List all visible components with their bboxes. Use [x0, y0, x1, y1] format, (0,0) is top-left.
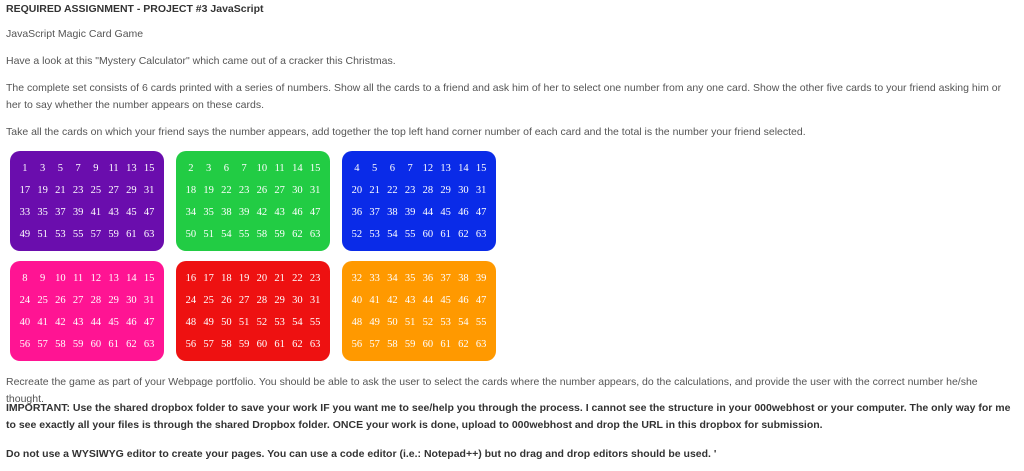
card-number: 53	[440, 316, 451, 328]
page-title: REQUIRED ASSIGNMENT - PROJECT #3 JavaScript	[6, 3, 264, 15]
card-number: 27	[274, 184, 285, 196]
card-number: 13	[440, 162, 451, 174]
card-number: 47	[475, 294, 487, 306]
card-number: 14	[458, 162, 469, 174]
card-number: 14	[126, 272, 137, 284]
card-number: 16	[185, 272, 197, 284]
card-number: 48	[351, 316, 363, 328]
card-number: 22	[292, 272, 303, 284]
card-number: 63	[143, 228, 155, 240]
card-number: 31	[475, 184, 487, 196]
card-number: 45	[108, 316, 119, 328]
card-number: 50	[387, 316, 398, 328]
card-number: 63	[143, 338, 155, 350]
card-number: 57	[90, 228, 102, 240]
card-number: 54	[292, 316, 303, 328]
card-number: 56	[19, 338, 31, 350]
card-number: 50	[185, 228, 197, 240]
card-number: 51	[404, 316, 416, 328]
card-number: 31	[143, 184, 155, 196]
card-number: 30	[292, 184, 303, 196]
card-number: 33	[369, 272, 380, 284]
card-number: 37	[55, 206, 66, 218]
card-number: 27	[72, 294, 84, 306]
card-number: 9	[93, 162, 99, 174]
card-number: 58	[221, 338, 232, 350]
card-number: 18	[221, 272, 232, 284]
card-number: 62	[292, 338, 303, 350]
card-number: 31	[309, 184, 321, 196]
card-number: 63	[309, 228, 321, 240]
card-number: 47	[309, 206, 321, 218]
card-number: 27	[238, 294, 250, 306]
card-number: 61	[274, 338, 285, 350]
card-number: 6	[223, 162, 229, 174]
magic-card-6	[342, 261, 496, 361]
instructions-paragraph: Take all the cards on which your friend says the number appears, add together the top left hand corner number of each card and the total is the number your friend selected.	[6, 126, 806, 138]
card-number: 52	[351, 228, 363, 240]
card-number: 15	[143, 272, 155, 284]
card-number: 29	[108, 294, 119, 306]
card-number: 44	[90, 316, 102, 328]
card-number: 53	[274, 316, 285, 328]
card-number: 45	[126, 206, 137, 218]
card-number: 35	[203, 206, 214, 218]
card-number: 26	[221, 294, 232, 306]
card-number: 8	[22, 272, 28, 284]
card-number: 62	[458, 228, 469, 240]
card-number: 47	[475, 206, 487, 218]
card-number: 39	[404, 206, 416, 218]
card-number: 42	[55, 316, 66, 328]
card-number: 6	[389, 162, 395, 174]
card-number: 22	[221, 184, 232, 196]
card-number: 1	[22, 162, 28, 174]
card-number: 14	[292, 162, 303, 174]
card-number: 49	[203, 316, 214, 328]
card-number: 19	[238, 272, 250, 284]
card-number: 28	[256, 294, 268, 306]
card-number: 36	[422, 272, 434, 284]
card-number: 48	[185, 316, 197, 328]
card-number: 12	[422, 162, 434, 174]
card-number: 33	[19, 206, 31, 218]
card-number: 24	[185, 294, 197, 306]
card-number: 63	[309, 338, 321, 350]
card-number: 37	[440, 272, 451, 284]
card-number: 15	[475, 162, 487, 174]
card-number: 53	[369, 228, 380, 240]
card-number: 51	[203, 228, 214, 240]
card-number: 53	[55, 228, 66, 240]
card-number: 58	[387, 338, 398, 350]
card-number: 11	[108, 162, 119, 174]
card-number: 5	[372, 162, 378, 174]
card-number: 44	[422, 206, 434, 218]
card-number: 55	[404, 228, 416, 240]
card-number: 59	[238, 338, 250, 350]
card-number: 59	[274, 228, 285, 240]
card-number: 26	[55, 294, 66, 306]
card-number: 37	[369, 206, 380, 218]
card-number: 62	[126, 338, 137, 350]
card-number: 39	[475, 272, 487, 284]
card-number: 10	[55, 272, 66, 284]
card-number: 46	[458, 206, 469, 218]
card-number: 49	[19, 228, 31, 240]
card-number: 27	[108, 184, 119, 196]
card-number: 21	[55, 184, 66, 196]
card-number: 2	[188, 162, 194, 174]
card-number: 43	[108, 206, 119, 218]
card-number: 54	[387, 228, 398, 240]
card-number: 58	[55, 338, 66, 350]
card-number: 20	[351, 184, 363, 196]
card-number: 35	[404, 272, 416, 284]
card-number: 29	[440, 184, 451, 196]
card-number: 41	[37, 316, 48, 328]
card-number: 30	[458, 184, 469, 196]
card-number: 25	[37, 294, 48, 306]
card-set-paragraph: The complete set consists of 6 cards printed with a series of numbers. Show all the cards to a friend and ask him of her to select one number from any one card. Show the other five cards to your friend asking him or her to say whether the number appears on these cards.	[6, 82, 1002, 111]
card-number: 60	[90, 338, 102, 350]
card-number: 11	[274, 162, 285, 174]
card-number: 19	[37, 184, 48, 196]
card-number: 39	[72, 206, 84, 218]
card-number: 40	[19, 316, 31, 328]
card-number: 55	[72, 228, 84, 240]
card-number: 38	[387, 206, 398, 218]
card-number: 23	[72, 184, 84, 196]
card-number: 42	[387, 294, 398, 306]
card-number: 35	[37, 206, 48, 218]
card-number: 62	[458, 338, 469, 350]
card-number: 47	[143, 206, 155, 218]
card-number: 55	[475, 316, 487, 328]
card-number: 32	[351, 272, 363, 284]
card-number: 21	[274, 272, 285, 284]
card-number: 57	[37, 338, 48, 350]
card-number: 63	[475, 228, 487, 240]
card-number: 46	[126, 316, 137, 328]
card-number: 30	[292, 294, 303, 306]
card-number: 44	[422, 294, 434, 306]
card-number: 63	[475, 338, 487, 350]
card-number: 47	[143, 316, 155, 328]
card-number: 46	[292, 206, 303, 218]
card-number: 15	[309, 162, 321, 174]
card-number: 55	[238, 228, 250, 240]
card-number: 57	[369, 338, 380, 350]
card-number: 50	[221, 316, 232, 328]
card-number: 29	[126, 184, 137, 196]
card-number: 34	[185, 206, 197, 218]
card-number: 34	[387, 272, 398, 284]
card-number: 45	[440, 294, 451, 306]
card-number: 40	[351, 294, 363, 306]
card-number: 59	[404, 338, 416, 350]
magic-card-3	[342, 151, 496, 251]
card-number: 52	[256, 316, 268, 328]
card-number: 43	[72, 316, 84, 328]
recreate-paragraph: Recreate the game as part of your Webpage portfolio. You should be able to ask the user to select the cards where the number appears, do the calculations, and provide the user with the correct number he/she thought.	[6, 376, 978, 405]
card-number: 49	[369, 316, 380, 328]
magic-card-2	[176, 151, 330, 251]
intro-paragraph: Have a look at this "Mystery Calculator" which came out of a cracker this Christmas.	[6, 55, 396, 67]
card-number: 61	[440, 338, 451, 350]
card-number: 61	[108, 338, 119, 350]
card-number: 43	[404, 294, 416, 306]
card-number: 7	[407, 162, 413, 174]
card-number: 60	[422, 338, 434, 350]
card-number: 61	[126, 228, 137, 240]
card-number: 41	[369, 294, 380, 306]
magic-card-5	[176, 261, 330, 361]
editor-rule-notice: Do not use a WYSIWYG editor to create your pages. You can use a code editor (i.e.: Notepad++) but no drag and drop editors should be used. '	[6, 448, 717, 460]
card-number: 54	[458, 316, 469, 328]
card-number: 43	[274, 206, 285, 218]
card-number: 5	[57, 162, 63, 174]
card-number: 56	[185, 338, 197, 350]
card-number: 7	[75, 162, 81, 174]
magic-card-4	[10, 261, 164, 361]
card-number: 23	[309, 272, 321, 284]
card-number: 60	[256, 338, 268, 350]
card-number: 26	[256, 184, 268, 196]
card-number: 58	[256, 228, 268, 240]
card-number: 7	[241, 162, 247, 174]
card-number: 46	[458, 294, 469, 306]
card-number: 28	[90, 294, 102, 306]
card-number: 13	[126, 162, 137, 174]
card-number: 52	[422, 316, 434, 328]
magic-card-1	[10, 151, 164, 251]
card-number: 15	[143, 162, 155, 174]
card-number: 3	[206, 162, 212, 174]
important-notice: IMPORTANT: Use the shared dropbox folder to save your work IF you want me to see/help you through the process. I cannot see the structure in your 000webhost or your computer. The only way for me to see exactly all your files is through the shared Dropbox folder. ONCE your work is done, upload to 000webhost and drop the URL in this dropbox for submission.	[6, 402, 1011, 431]
card-number: 21	[369, 184, 380, 196]
card-number: 29	[274, 294, 285, 306]
card-number: 57	[203, 338, 214, 350]
card-number: 51	[37, 228, 48, 240]
card-number: 11	[73, 272, 84, 284]
card-number: 23	[404, 184, 416, 196]
card-number: 22	[387, 184, 398, 196]
card-number: 3	[40, 162, 46, 174]
card-number: 56	[351, 338, 363, 350]
card-number: 18	[185, 184, 197, 196]
card-number: 60	[422, 228, 434, 240]
card-number: 4	[354, 162, 360, 174]
card-number: 42	[256, 206, 268, 218]
card-number: 19	[203, 184, 214, 196]
card-number: 38	[221, 206, 232, 218]
card-number: 12	[90, 272, 102, 284]
card-number: 25	[90, 184, 102, 196]
magic-cards	[10, 151, 510, 367]
card-number: 61	[440, 228, 451, 240]
card-number: 30	[126, 294, 137, 306]
card-number: 39	[238, 206, 250, 218]
card-number: 20	[256, 272, 268, 284]
card-number: 24	[19, 294, 31, 306]
card-number: 54	[221, 228, 232, 240]
card-number: 62	[292, 228, 303, 240]
card-number: 31	[143, 294, 155, 306]
card-number: 38	[458, 272, 469, 284]
card-number: 17	[203, 272, 214, 284]
card-number: 36	[351, 206, 363, 218]
card-number: 13	[108, 272, 119, 284]
card-number: 45	[440, 206, 451, 218]
card-number: 51	[238, 316, 250, 328]
card-number: 31	[309, 294, 321, 306]
card-number: 17	[19, 184, 31, 196]
card-number: 55	[309, 316, 321, 328]
card-number: 28	[422, 184, 434, 196]
card-number: 59	[72, 338, 84, 350]
card-number: 23	[238, 184, 250, 196]
card-number: 9	[40, 272, 46, 284]
card-number: 10	[256, 162, 268, 174]
card-number: 25	[203, 294, 214, 306]
card-number: 59	[108, 228, 119, 240]
assignment-subtitle: JavaScript Magic Card Game	[6, 28, 144, 40]
card-number: 41	[90, 206, 102, 218]
